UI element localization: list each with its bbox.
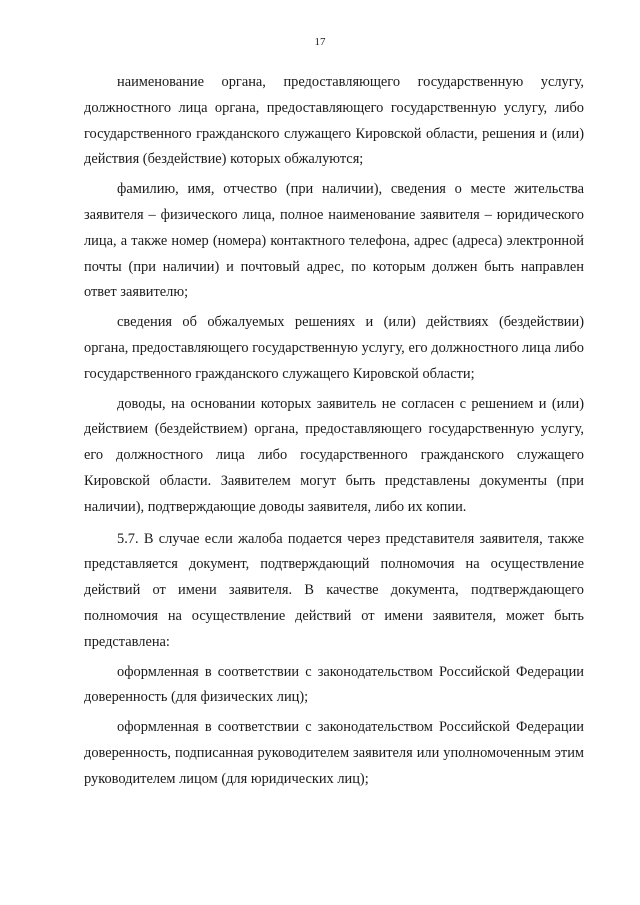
paragraph-legal-entity-power-of-attorney: оформленная в соответствии с законодательством Российской Федерации доверенность, подписанная руководителем заявителя или уполномоченным этим руководителем лицом (для юридических лиц); [84,719,584,787]
paragraph-complaint-subject: наименование органа, предоставляющего государственную услугу, должностного лица органа, предоставляющего государственную услугу, либо государственного гражданского служащего Кировской области, решения и (или) действия (бездействие) которых обжалуются; [84,74,584,168]
paragraph-individual-power-of-attorney: оформленная в соответствии с законодательством Российской Федерации доверенность (для физических лиц); [84,663,584,706]
paragraph-section-5-7: 5.7. В случае если жалоба подается через представителя заявителя, также представляется документ, подтверждающий полномочия на осуществление действий от имени заявителя. В качестве документа, подтверждающего полномочия на осуществление действий от имени заявителя, может быть представлена: [84,530,584,650]
document-body [84,70,584,797]
paragraph-appealed-decisions: сведения об обжалуемых решениях и (или) действиях (бездействии) органа, предоставляющего государственную услугу, его должностного лица либо государственного гражданского служащего Кировской области; [84,314,584,382]
paragraph-arguments: доводы, на основании которых заявитель не согласен с решением и (или) действием (бездействием) органа, предоставляющего государственную услугу, его должностного лица либо государственного гражданского служащего Кировской области. Заявителем могут быть представлены документы (при наличии), подтверждающие доводы заявителя, либо их копии. [84,395,584,515]
page-number: 17 [314,36,326,48]
paragraph-applicant-details: фамилию, имя, отчество (при наличии), сведения о месте жительства заявителя – физического лица, полное наименование заявителя – юридического лица, а также номер (номера) контактного телефона, адрес (адреса) электронной почты (при наличии) и почтовый адрес, по которым должен быть направлен ответ заявителю; [84,181,584,301]
